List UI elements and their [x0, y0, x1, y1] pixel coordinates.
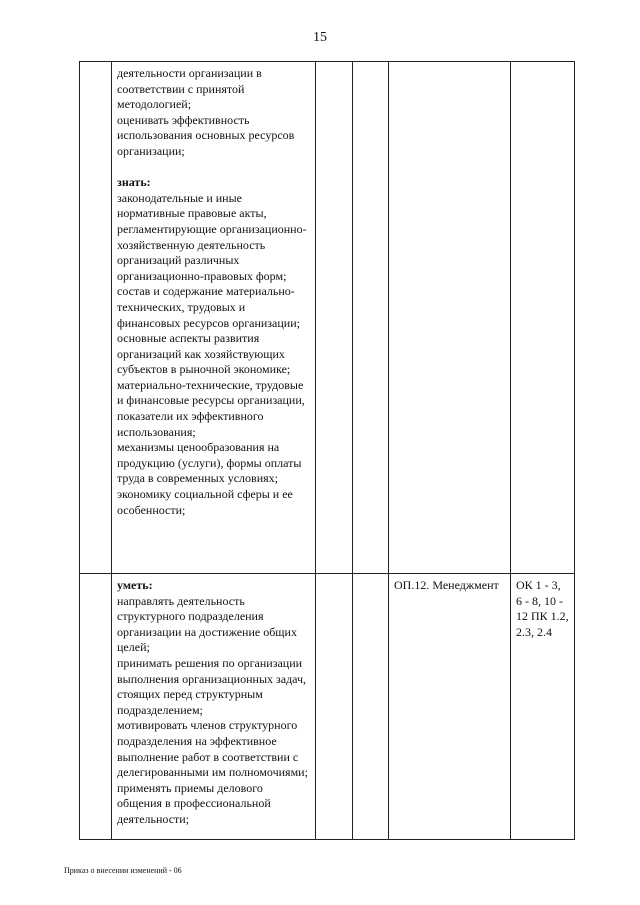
competencies-cell: ОК 1 - 3, 6 - 8, 10 - 12 ПК 1.2, 2.3, 2.4 [511, 574, 575, 840]
curriculum-table [79, 61, 575, 840]
discipline-cell [389, 62, 511, 574]
index-cell [80, 574, 112, 840]
competency-description-cell [112, 62, 316, 574]
content-paragraph: применять приемы делового общения в профессиональной деятельности; [117, 780, 271, 826]
discipline-cell: ОП.12. Менеджмент [389, 574, 511, 840]
content-paragraph: мотивировать членов структурного подразделения на эффективное выполнение работ в соответствии с делегированными им полномочиями; [117, 718, 308, 780]
index-cell [80, 62, 112, 574]
content-paragraph: уметь: [117, 578, 153, 592]
content-paragraph: материально-технические, трудовые и финансовые ресурсы организации, показатели их эффективного использования; [117, 377, 305, 439]
content-paragraph: экономику социальной сферы и ее особенности; [117, 487, 293, 517]
hours-cell [353, 574, 389, 840]
content-paragraph: основные аспекты развития организаций как хозяйствующих субъектов в рыночной экономике; [117, 331, 291, 377]
table-row [80, 574, 575, 840]
content-paragraph: направлять деятельность структурного подразделения организации на достижение общих целей; [117, 593, 297, 655]
page-number: 15 [313, 30, 327, 45]
competency-description-cell [112, 574, 316, 840]
table-row [80, 62, 575, 574]
content-paragraph: механизмы ценообразования на продукцию (услуги), формы оплаты труда в современных условиях; [117, 440, 302, 486]
content-paragraph: знать: [117, 175, 151, 190]
content-paragraph: оценивать эффективность использования основных ресурсов организации; [117, 112, 295, 158]
content-paragraph: состав и содержание материально-технических, трудовых и финансовых ресурсов организации; [117, 284, 300, 330]
content-paragraph: законодательные и иные нормативные правовые акты, регламентирующие организационно-хозяйственную деятельность организаций различных организационно-правовых форм; [117, 190, 307, 283]
competencies-cell [511, 62, 575, 574]
hours-cell [316, 62, 353, 574]
content-paragraph: принимать решения по организации выполнения организационных задач, стоящих перед структурным подразделением; [117, 655, 307, 717]
paragraph-gap [117, 160, 310, 176]
content-paragraph: деятельности организации в соответствии с принятой методологией; [117, 66, 262, 112]
footer-note: Приказ о внесении изменений - 06 [64, 866, 182, 875]
hours-cell [316, 574, 353, 840]
hours-cell [353, 62, 389, 574]
